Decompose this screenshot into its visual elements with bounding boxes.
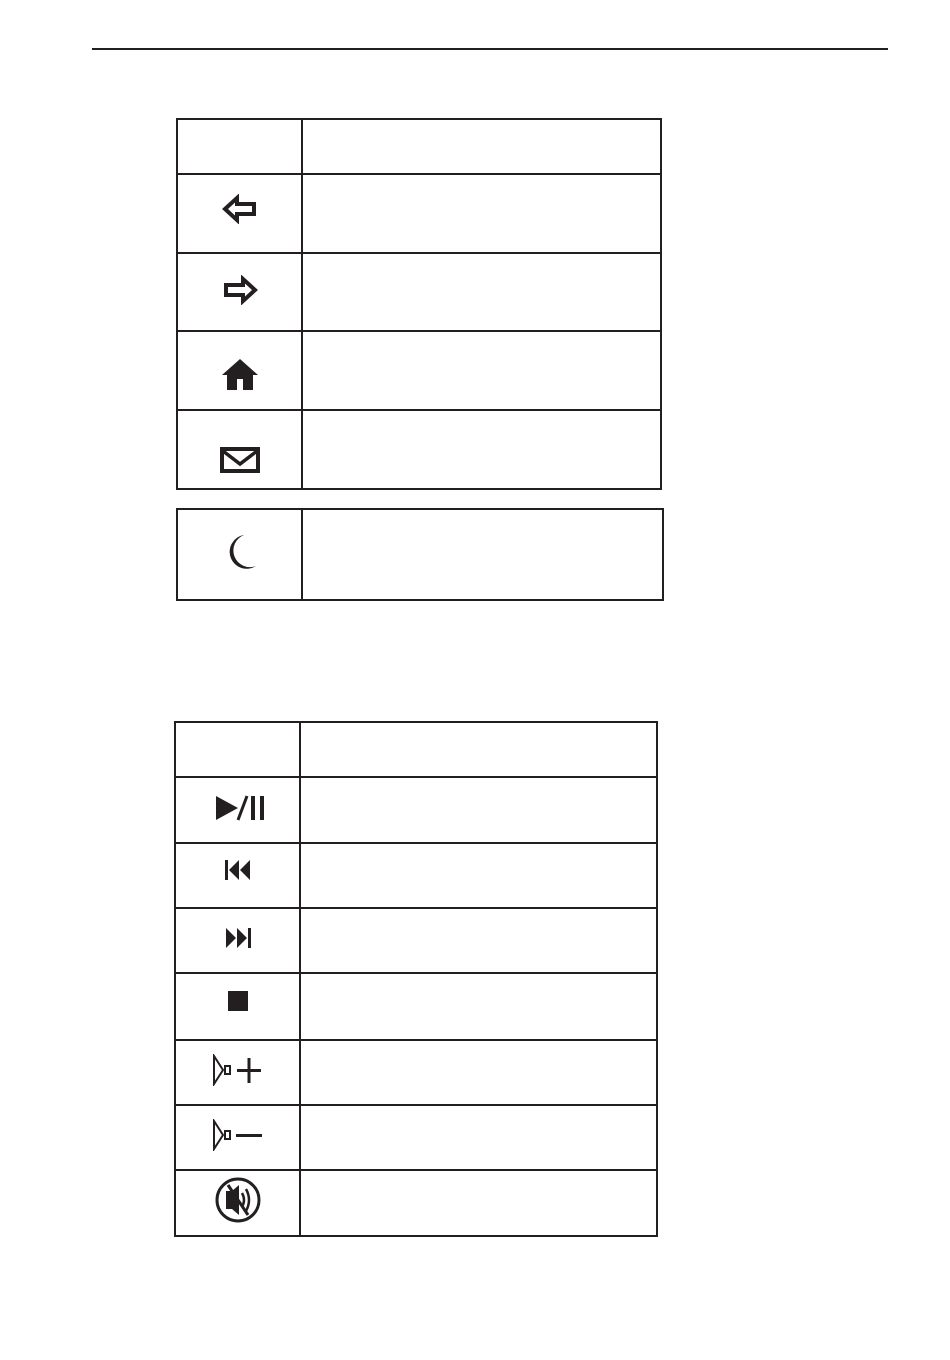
table-row bbox=[177, 253, 661, 331]
table-row bbox=[175, 1040, 657, 1105]
function-cell bbox=[300, 973, 657, 1039]
key-cell bbox=[177, 410, 302, 489]
multimedia-keys-table bbox=[174, 721, 658, 1237]
key-cell bbox=[177, 174, 302, 253]
stop-icon bbox=[228, 991, 248, 1011]
back-arrow-icon bbox=[222, 194, 258, 224]
previous-track-icon bbox=[224, 859, 252, 881]
key-cell bbox=[175, 973, 300, 1039]
key-cell bbox=[175, 1105, 300, 1170]
function-cell bbox=[302, 253, 661, 331]
forward-arrow-icon bbox=[222, 275, 258, 305]
function-cell bbox=[300, 1105, 657, 1170]
header-key-cell bbox=[177, 119, 302, 174]
function-cell bbox=[300, 1170, 657, 1236]
table-row bbox=[175, 1170, 657, 1236]
table-header-row bbox=[177, 119, 661, 174]
function-cell bbox=[300, 1040, 657, 1105]
table-row bbox=[177, 509, 663, 600]
table-row bbox=[175, 908, 657, 973]
key-cell bbox=[177, 331, 302, 410]
sleep-moon-icon bbox=[222, 532, 258, 572]
table-row bbox=[175, 777, 657, 843]
volume-down-icon bbox=[211, 1119, 265, 1151]
table-row bbox=[175, 973, 657, 1039]
function-cell bbox=[302, 509, 663, 600]
internet-keys-table bbox=[176, 118, 662, 490]
function-cell bbox=[302, 410, 661, 489]
table-row bbox=[177, 174, 661, 253]
next-track-icon bbox=[224, 927, 252, 949]
function-cell bbox=[302, 174, 661, 253]
key-cell bbox=[177, 509, 302, 600]
key-cell bbox=[175, 908, 300, 973]
key-cell bbox=[175, 1040, 300, 1105]
key-cell bbox=[175, 1170, 300, 1236]
top-rule bbox=[92, 48, 888, 50]
function-cell bbox=[300, 777, 657, 843]
header-function-cell bbox=[300, 722, 657, 777]
home-icon bbox=[220, 357, 260, 391]
table-row bbox=[177, 331, 661, 410]
key-cell bbox=[175, 843, 300, 908]
header-function-cell bbox=[302, 119, 661, 174]
key-cell bbox=[177, 253, 302, 331]
table-header-row bbox=[175, 722, 657, 777]
table-row bbox=[175, 843, 657, 908]
volume-up-icon bbox=[211, 1054, 265, 1086]
play-pause-icon bbox=[214, 795, 270, 821]
key-cell bbox=[175, 777, 300, 843]
mute-icon bbox=[215, 1177, 261, 1223]
table-row bbox=[177, 410, 661, 489]
function-cell bbox=[300, 908, 657, 973]
mail-icon bbox=[220, 447, 260, 473]
function-cell bbox=[300, 843, 657, 908]
table-row bbox=[175, 1105, 657, 1170]
sleep-key-table bbox=[176, 508, 664, 601]
function-cell bbox=[302, 331, 661, 410]
header-key-cell bbox=[175, 722, 300, 777]
